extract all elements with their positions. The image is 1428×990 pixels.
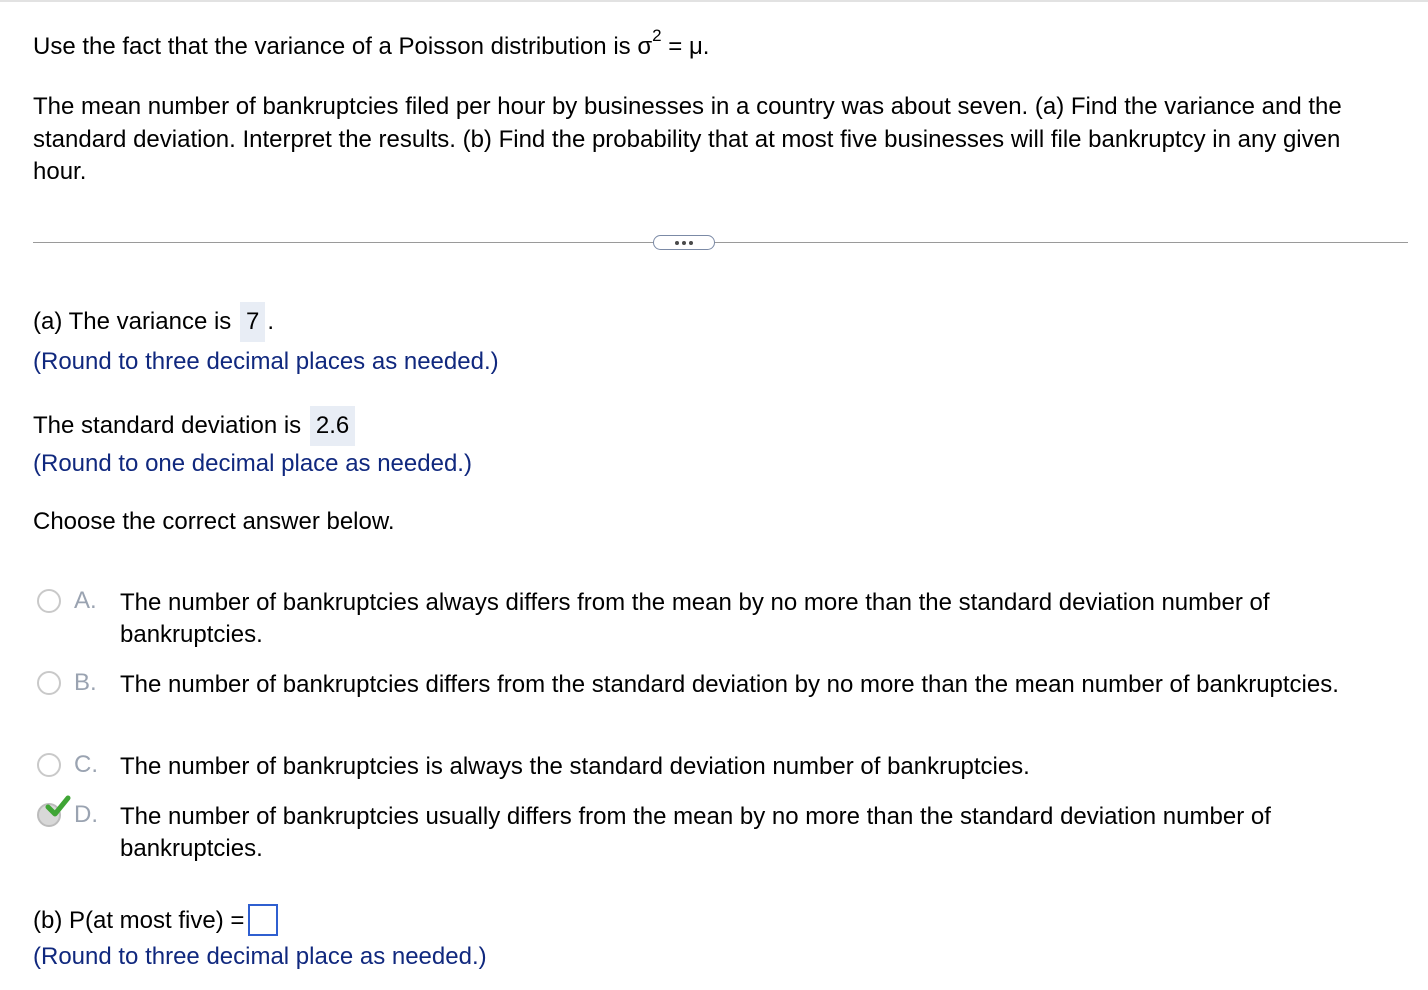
ellipsis-icon [675,241,679,245]
radio-a[interactable] [37,589,61,613]
choice-b-text[interactable]: The number of bankruptcies differs from the standard deviation by no more than the mean number of bankruptcies. [120,671,1339,698]
sd-line [33,406,357,446]
choice-b-letter: B. [74,669,97,696]
sigma-symbol: σ [637,33,653,60]
variance-label: (a) The variance is [33,308,232,335]
radio-c[interactable] [37,753,61,777]
part-b-line [33,904,278,936]
choice-d-text[interactable]: The number of bankruptcies usually differs from the mean by no more than the standard deviation number of bankruptcies. [120,803,1271,862]
top-border [0,0,1428,2]
ellipsis-dot [682,241,686,245]
sigma-exponent: 2 [652,26,662,45]
intro-suffix: = μ. [661,33,710,60]
problem-statement: The mean number of bankruptcies filed per hour by businesses in a country was about seven. (a) Find the variance and the standard deviation. Interpret the results. (b) Find the probability that at most five businesses will file bankruptcy in any given hour. [33,93,1342,185]
sd-answer[interactable]: 2.6 [310,406,355,446]
more-options-button[interactable] [653,235,715,250]
variance-answer[interactable]: 7 [240,302,265,342]
checkmark-icon [45,795,71,819]
choice-a-text[interactable]: The number of bankruptcies always differs from the mean by no more than the standard deviation number of bankruptcies. [120,589,1270,648]
choice-c-text[interactable]: The number of bankruptcies is always the standard deviation number of bankruptcies. [120,753,1030,780]
part-b-hint: (Round to three decimal place as needed.) [33,943,487,970]
intro-text [33,26,710,61]
section-divider [33,242,1408,243]
sd-label: The standard deviation is [33,412,302,439]
part-b-label: (b) P(at most five) = [33,907,245,934]
intro-prefix: Use the fact that the variance of a Poisson distribution is [33,33,638,60]
choice-d-letter: D. [74,801,98,828]
radio-b[interactable] [37,671,61,695]
sd-hint: (Round to one decimal place as needed.) [33,450,472,477]
part-b-answer-input[interactable] [248,904,278,936]
variance-hint: (Round to three decimal places as needed.) [33,348,499,375]
choose-prompt: Choose the correct answer below. [33,508,395,535]
choice-c-letter: C. [74,751,98,778]
choice-a-letter: A. [74,587,97,614]
variance-line [33,302,274,342]
ellipsis-dot [689,241,693,245]
variance-period: . [267,308,275,335]
